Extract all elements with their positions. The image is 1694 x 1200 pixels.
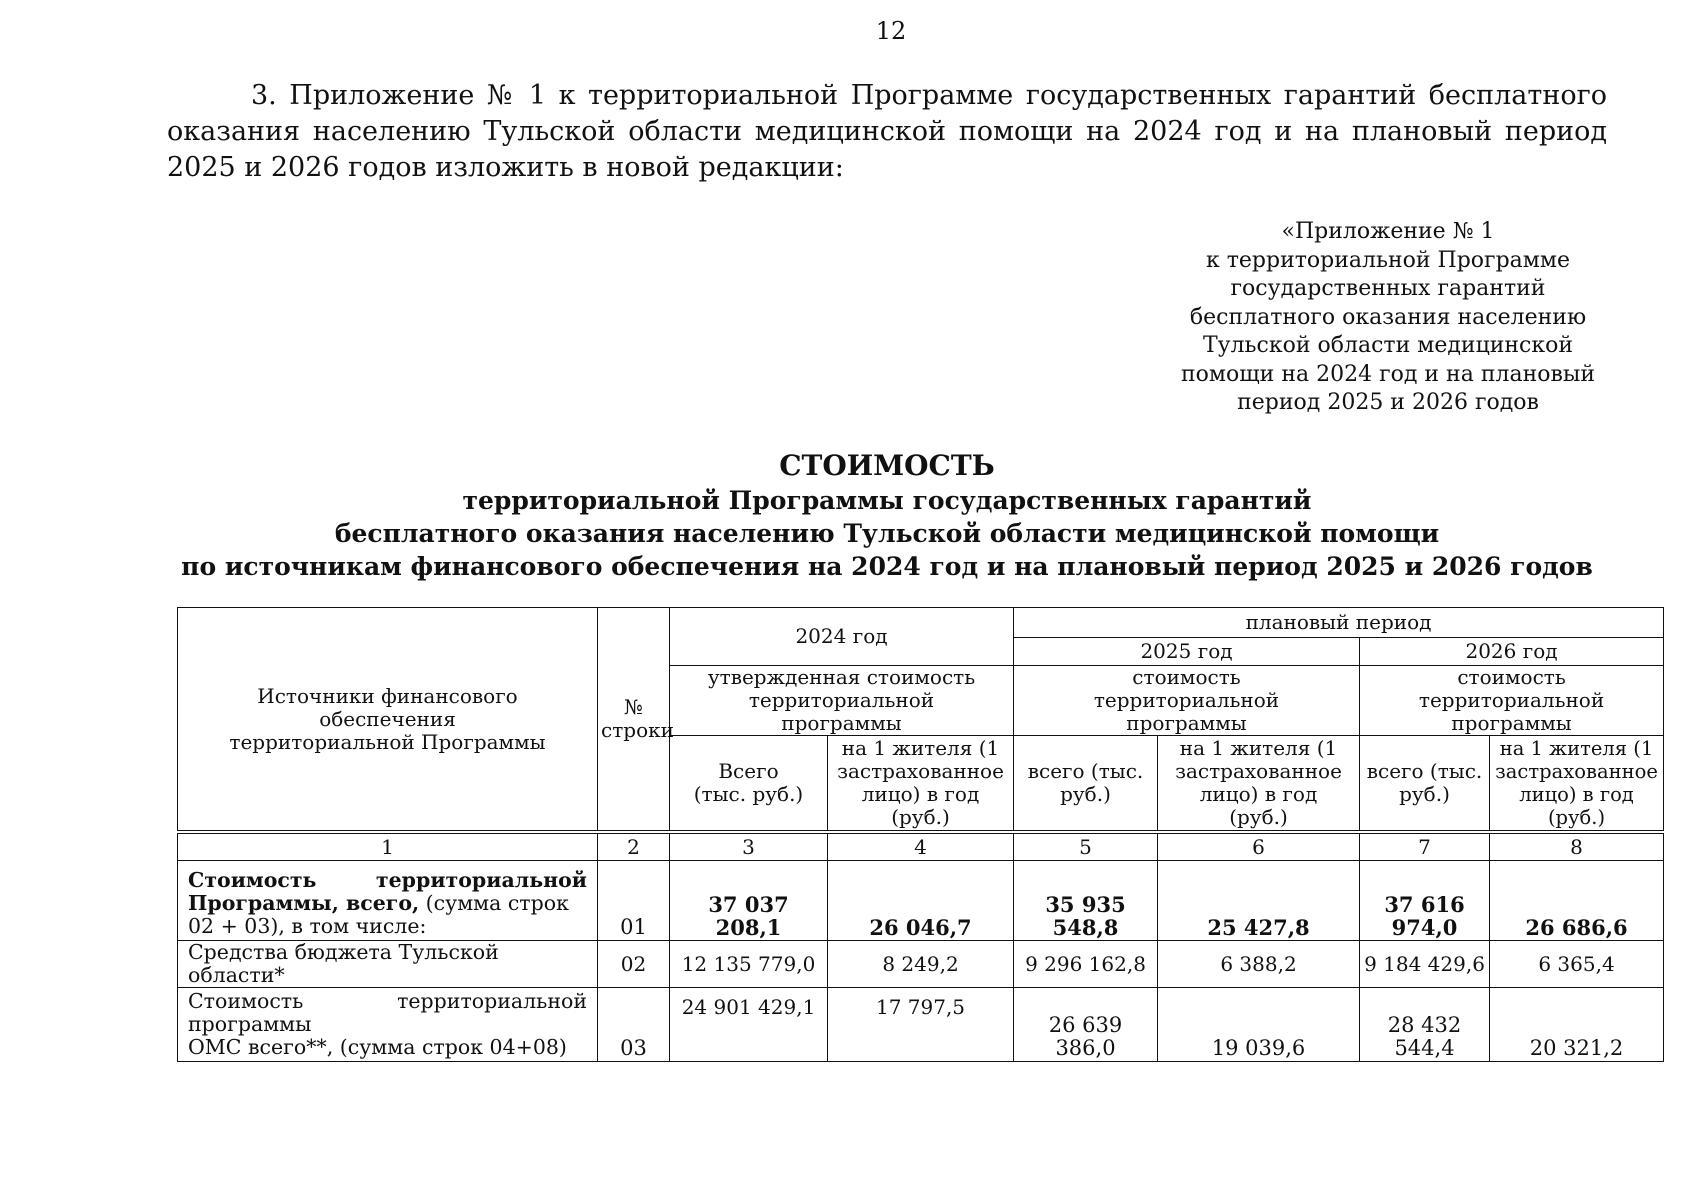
- value-cell: 9 296 162,8: [1014, 941, 1158, 988]
- source-bold-line: Стоимость территориальной: [188, 868, 587, 892]
- table-row-budget: [178, 941, 1664, 988]
- value-cell: 12 135 779,0: [670, 941, 828, 988]
- value-cell: 6 365,4: [1490, 941, 1664, 988]
- cost-table: [177, 607, 1664, 1062]
- header-row-number: № строки: [598, 608, 670, 831]
- source-text-line: [188, 892, 587, 938]
- header-program-cost-2026: стоимость территориальной программы: [1360, 666, 1664, 736]
- appendix-line: государственных гарантий: [1230, 276, 1546, 301]
- header-total-2026: всего (тыс. руб.): [1360, 736, 1490, 831]
- title-line: по источникам финансового обеспечения на 2024 год и на плановый период 2025 и 2026 годов: [181, 552, 1593, 581]
- title-main: СТОИМОСТЬ: [779, 449, 995, 482]
- value-cell: 9 184 429,6: [1360, 941, 1490, 988]
- header-per-capita-2024: на 1 жителя (1 застрахованное лицо) в год (руб.): [828, 736, 1014, 831]
- table-row-oms: [178, 988, 1664, 1062]
- header-total-2024: Всего (тыс. руб.): [670, 736, 828, 831]
- header-source: Источники финансового обеспечения территориальной Программы: [178, 608, 598, 831]
- value-cell: 26 639 386,0: [1014, 988, 1158, 1062]
- document-title: [167, 448, 1607, 583]
- header-year-2024: 2024 год: [670, 608, 1014, 666]
- title-line: территориальной Программы государственных гарантий: [462, 486, 1312, 515]
- column-number: 2: [598, 834, 670, 861]
- source-line: Стоимость территориальной программы: [188, 989, 587, 1036]
- value-cell: 26 046,7: [828, 861, 1014, 941]
- column-number: 8: [1490, 834, 1664, 861]
- appendix-line: помощи на 2024 год и на плановый: [1180, 361, 1596, 387]
- header-total-2025: всего (тыс. руб.): [1014, 736, 1158, 831]
- row-number-cell: 02: [598, 941, 670, 988]
- header-per-capita-2026: на 1 жителя (1 застрахованное лицо) в год (руб.): [1490, 736, 1664, 831]
- column-number: 6: [1158, 834, 1360, 861]
- header-per-capita-2025: на 1 жителя (1 застрахованное лицо) в год (руб.): [1158, 736, 1360, 831]
- source-cell: [178, 988, 598, 1062]
- value-cell: 20 321,2: [1490, 988, 1664, 1062]
- row-number-cell: 03: [598, 988, 670, 1062]
- appendix-line: бесплатного оказания населению: [1189, 304, 1587, 330]
- value-cell: 35 935 548,8: [1014, 861, 1158, 941]
- row-number-cell: 01: [598, 861, 670, 941]
- column-number: 3: [670, 834, 828, 861]
- column-number: 4: [828, 834, 1014, 861]
- value-cell: 37 037 208,1: [670, 861, 828, 941]
- table-row-total: [178, 861, 1664, 941]
- header-year-2026: 2026 год: [1360, 638, 1664, 666]
- appendix-line: к территориальной Программе: [1205, 247, 1571, 273]
- page-number: 12: [875, 17, 907, 45]
- appendix-line: «Приложение № 1: [1281, 219, 1495, 244]
- value-cell: 26 686,6: [1490, 861, 1664, 941]
- value-cell: 17 797,5: [828, 988, 1014, 1062]
- header-planned-period: плановый период: [1014, 608, 1664, 638]
- appendix-line: Тульской области медицинской: [1202, 333, 1574, 358]
- column-number: 1: [178, 834, 598, 861]
- source-cell: Средства бюджета Тульской области*: [178, 941, 598, 988]
- value-cell: 8 249,2: [828, 941, 1014, 988]
- source-rest-text: (сумма строк 02 + 03), в том числе:: [188, 891, 569, 938]
- value-cell: 28 432 544,4: [1360, 988, 1490, 1062]
- intro-paragraph: [167, 78, 1607, 186]
- header-program-cost-2025: стоимость территориальной программы: [1014, 666, 1360, 736]
- appendix-header: [1168, 218, 1608, 418]
- value-cell: 37 616 974,0: [1360, 861, 1490, 941]
- value-cell: 24 901 429,1: [670, 988, 828, 1062]
- value-cell: 19 039,6: [1158, 988, 1360, 1062]
- appendix-line: период 2025 и 2026 годов: [1237, 390, 1539, 415]
- source-cell: [178, 861, 598, 941]
- header-year-2025: 2025 год: [1014, 638, 1360, 666]
- column-number: 7: [1360, 834, 1490, 861]
- title-line: бесплатного оказания населению Тульской области медицинской помощи: [334, 519, 1440, 548]
- header-approved-cost: утвержденная стоимость территориальной программы: [670, 666, 1014, 736]
- intro-text: 3. Приложение № 1 к территориальной Программе государственных гарантий бесплатного оказания населению Тульской области медицинской помощи на 2024 год и на плановый период 2025 и 2026 годов изложить в новой редакции:: [167, 80, 1607, 183]
- source-bold-text: Программы, всего,: [188, 891, 420, 915]
- value-cell: 25 427,8: [1158, 861, 1360, 941]
- column-number: 5: [1014, 834, 1158, 861]
- value-cell: 6 388,2: [1158, 941, 1360, 988]
- source-line: ОМС всего**, (сумма строк 04+08): [188, 1035, 567, 1059]
